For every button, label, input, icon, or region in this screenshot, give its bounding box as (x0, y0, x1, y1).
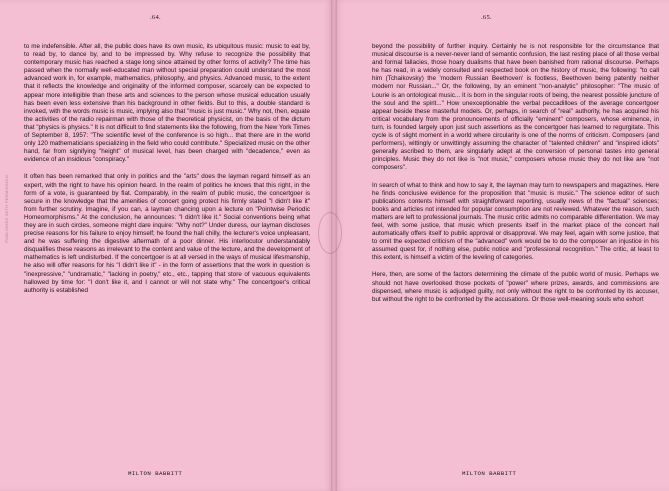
right-paragraph-3: Here, then, are some of the factors determining the climate of the public world of music. Perhaps we should not have overlooked those pockets of "power" where prizes, awards, and commissions are dispensed, where music is adjudged guilty, not only without the right to be confronted by its accuser, but without the right to be confronted by the accusations. Or those well-meaning souls who exhort (372, 271, 659, 303)
right-paragraph-2: In search of what to think and how to say it, the layman may turn to newspapers and magazines. Here he finds conclusive evidence for the proposition that "music is music." The science editor of such publications contents himself with straightforward reporting, usually news of the "factual" sciences; books and articles not intended for popular consumption are not reviewed. Whatever the reason, such matters are left to professional journals. The music critic admits no comparable differentiation. We may feel, with some justice, that music which presents itself in the market place of the concert hall automatically offers itself to public approval or disapproval. We may feel, again with some justice, that to omit the expected criticism of the "advanced" work would be to do the composer an injustice in his assumed quest for, if nothing else, public notice and "professional recognition." The critic, at least to this extent, is himself a victim of the leveling of categories. (372, 181, 659, 262)
left-text-block (24, 43, 310, 304)
left-paragraph-1: to me indefensible. After all, the public does have its own music, its ubiquitous music: music to eat by, to read by, to dance by, and to be impressed by. Why refuse to recognize the possibility that contemporary music has reached a stage long since attained by other forms of activity? The time has passed when the normally well-educated man without special preparation could understand the most advanced work in, for example, mathematics, philosophy, and physics. Advanced music, to the extent that it reflects the knowledge and originality of the informed composer, scarcely can be expected to appear more intelligible than these arts and sciences to the person whose musical education usually has been even less extensive than his background in other fields. But to this, a double standard is invoked, with the words music is music, implying also that "music is just music." Why not, then, equate the activities of the radio repairman with those of the theoretical physicist, on the basis of the dictum that "physics is physics." It is not difficult to find statements like the following, from the New York Times of September 8, 1957: "The scientific level of the conference is so high... that there are in the world only 120 mathematicians specializing in the field who could contribute." Specialized music on the other hand, far from signifying "height" of musical level, has been charged with "decadence," even as evidence of an insidious "conspiracy." (24, 43, 310, 164)
right-text-block (372, 43, 659, 313)
right-paragraph-1: beyond the possibility of further inquiry. Certainly he is not responsible for the circumstance that musical discourse is a never-never land of semantic confusion, the last resting place of all those verbal and formal fallacies, those hoary dualisms that have been banished from rational discourse. Perhaps he has read, in a widely consulted and respected book on the history of music, the following: "to call him (Tchaikovsky) the 'modern Russian Beethoven' is footless, Beethoven being patently neither modern nor Russian..." Or, the following, by an eminent "non-analytic" philosopher: "The music of Lourie is an ontological music... It is born in the singular roots of being, the nearest possible juncture of the soul and the spirit..." How unexceptionable the verbal peccadilloes of the average concertgoer appear beside these masterful models. Or, perhaps, in search of "real" authority, he has acquired his critical vocabulary from the pronouncements of officially "eminent" composers, whose eminence, in turn, is founded largely upon just such assertions as the concertgoer has learned to regurgitate. This cycle is of slight moment in a world where circularity is one of the norms of criticism. Composers (and performers), wittingly or unwittingly assuming the character of "talented children" and "inspired idiots" generally ascribed to them, are singularly adept at the conversion of personal tastes into general principles. Music they do not like is "not music," composers whose music they do not like are "not composers". (372, 43, 659, 172)
left-page (0, 0, 334, 491)
right-page-number: .65. (481, 14, 492, 21)
staple-mark (318, 212, 342, 254)
left-page-number: .64. (150, 14, 161, 21)
margin-note: PUBLISHED WITH PERMISSION (4, 175, 9, 243)
right-page (334, 0, 669, 491)
right-footer-author: MILTON BABBITT (462, 470, 517, 477)
left-paragraph-2: It often has been remarked that only in politics and the "arts" does the layman regard himself as an expert, with the right to have his opinion heard. In the realm of politics he knows that this right, in the form of a vote, is guaranteed by flat. Comparably, in the realm of public music, the concertgoer is secure in the knowledge that the amenities of concert going protect his firmly stated "I didn't like it" from further scrutiny. Imagine, if you can, a layman chancing upon a lecture on "Pointwise Periodic Homeomorphisms." At the conclusion, he announces: "I didn't like it." Social conventions being what they are in such circles, someone might dare inquire: "Why not?" Under duress, our layman discloses precise reasons for his failure to enjoy himself; he found the hall chilly, the lecturer's voice unpleasant, and he was suffering the digestive aftermath of a poor dinner. His interlocutor understandably disqualifies these reasons as irrelevant to the content and value of the lecture, and the development of mathematics is left undisturbed. If the concertgoer is at all versed in the ways of musical lifesmanship, he also will offer reasons for his "I didn't like it" - in the form of assertions that the work in question is "inexpressive," "undramatic," "lacking in poetry," etc., etc., tapping that store of vacuous equivalents hallowed by time for: "I don't like it, and I cannot or will not state why." The concertgoer's critical authority is established (24, 173, 310, 294)
left-footer-author: MILTON BABBITT (128, 470, 183, 477)
